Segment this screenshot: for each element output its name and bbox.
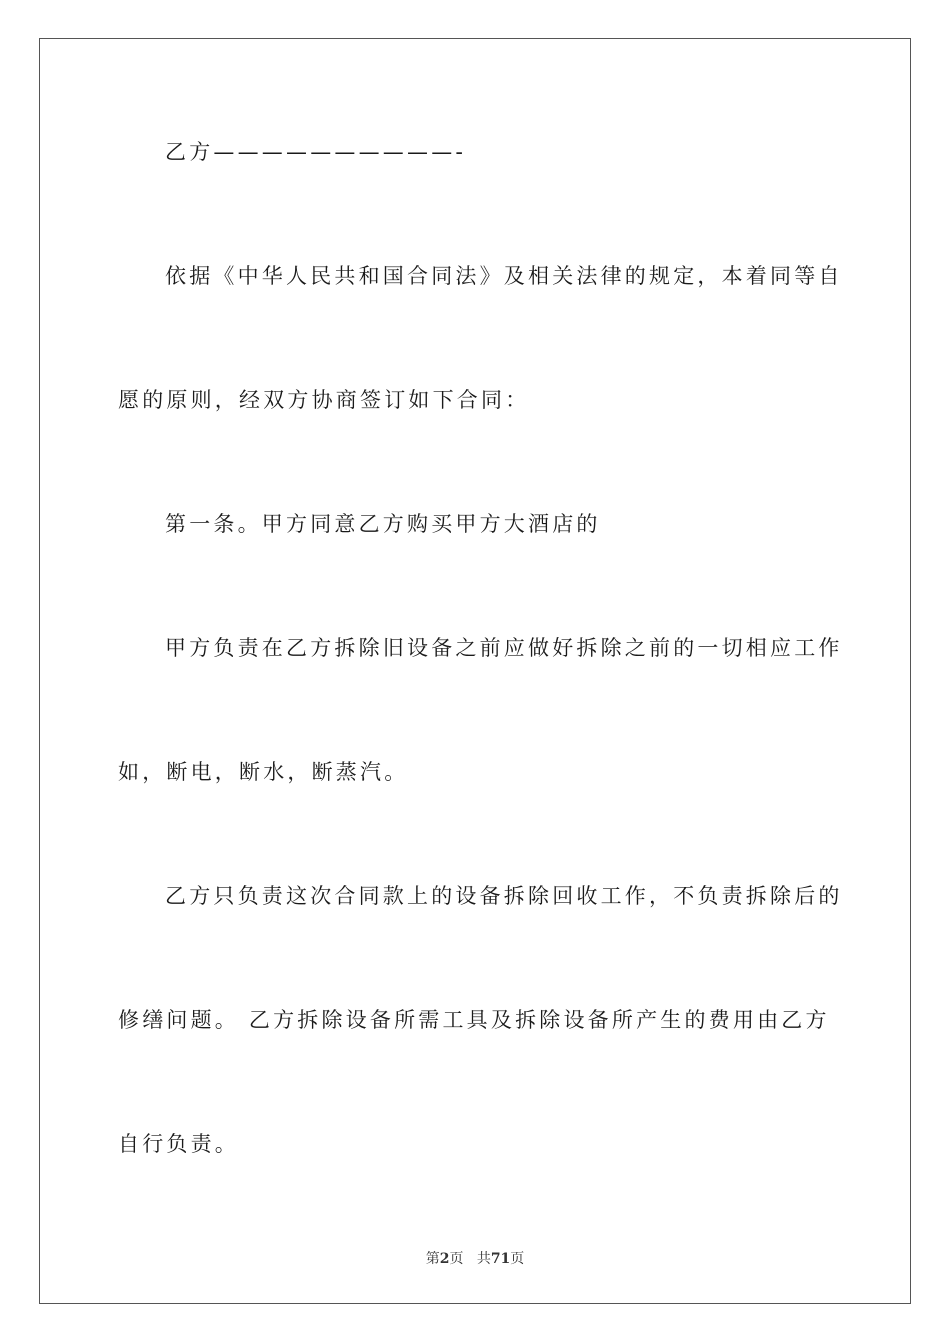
page-footer [0, 1248, 950, 1268]
party-b-line: 乙方——————————- [165, 140, 467, 164]
footer-total-prefix: 共 [476, 1251, 491, 1267]
footer-page-number: 2 [439, 1251, 450, 1267]
paragraph-party-b-duty-line-2: 修缮问题。 乙方拆除设备所需工具及拆除设备所产生的费用由乙方 [118, 1008, 830, 1032]
paragraph-party-b-duty-line-1: 乙方只负责这次合同款上的设备拆除回收工作，不负责拆除后的 [165, 884, 843, 908]
paragraph-party-a-duty-line-1: 甲方负责在乙方拆除旧设备之前应做好拆除之前的一切相应工作 [165, 636, 843, 660]
footer-total-suffix: 页 [510, 1251, 525, 1267]
paragraph-party-a-duty-line-2: 如，断电，断水，断蒸汽。 [118, 760, 409, 784]
footer-page-prefix: 第 [425, 1251, 440, 1267]
footer-page-suffix: 页 [449, 1251, 464, 1267]
footer-total-pages: 71 [490, 1251, 511, 1267]
paragraph-basis-line-2: 愿的原则，经双方协商签订如下合同： [118, 388, 530, 412]
article-one-line: 第一条。甲方同意乙方购买甲方大酒店的 [165, 512, 601, 536]
paragraph-party-b-duty-line-3: 自行负责。 [118, 1132, 239, 1156]
page-border [39, 38, 911, 1304]
paragraph-basis-line-1: 依据《中华人民共和国合同法》及相关法律的规定，本着同等自 [165, 264, 843, 288]
